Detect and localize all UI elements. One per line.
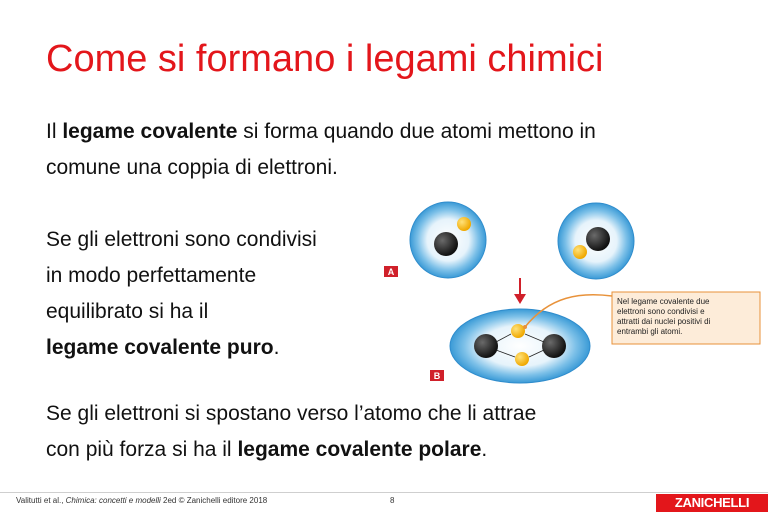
- paragraph-pure-covalent: [46, 222, 317, 366]
- caption-line: entrambi gli atomi.: [617, 327, 683, 336]
- text: Valitutti et al.,: [16, 496, 66, 505]
- bold-term: legame covalente puro: [46, 336, 274, 359]
- electron: [457, 217, 471, 231]
- paragraph-line: [46, 432, 536, 468]
- paragraph-line: [46, 114, 596, 150]
- svg-text:B: B: [433, 371, 441, 381]
- electron: [511, 324, 525, 338]
- text: .: [481, 438, 488, 461]
- bold-term: legame covalente: [62, 120, 238, 143]
- label-b: [430, 370, 444, 381]
- paragraph-polar-covalent: [46, 396, 536, 468]
- nucleus: [542, 334, 566, 358]
- footer: [0, 492, 768, 512]
- nucleus: [586, 227, 610, 251]
- paragraph-line: in modo perfettamente: [46, 264, 257, 287]
- book-title: Chimica: concetti e modelli: [65, 496, 161, 505]
- text: 2ed © Zanichelli editore 2018: [160, 496, 268, 505]
- caption-box: [612, 292, 760, 344]
- atom-left: [410, 202, 486, 278]
- bold-term: legame covalente polare: [237, 438, 482, 461]
- publisher-logo: ZANICHELLI: [656, 494, 768, 512]
- label-a: [384, 266, 398, 277]
- text: Il: [46, 120, 63, 143]
- covalent-bond-figure: [380, 196, 768, 386]
- paragraph-line: Se gli elettroni si spostano verso l’atomo che li attrae: [46, 402, 537, 425]
- nucleus: [434, 232, 458, 256]
- electron: [515, 352, 529, 366]
- footer-divider: [0, 492, 768, 493]
- paragraph-line: Se gli elettroni sono condivisi: [46, 228, 317, 251]
- text: si forma quando due atomi mettono in: [237, 120, 596, 143]
- footer-credits: [16, 496, 267, 505]
- slide-title: Come si formano i legami chimici: [46, 38, 604, 80]
- text: con più forza si ha il: [46, 438, 238, 461]
- caption-line: Nel legame covalente due: [617, 297, 710, 306]
- text: .: [273, 336, 280, 359]
- svg-text:A: A: [387, 267, 395, 277]
- paragraph-line: equilibrato si ha il: [46, 300, 209, 323]
- electron: [573, 245, 587, 259]
- atom-right: [558, 203, 634, 279]
- caption-line: elettroni sono condivisi e: [617, 307, 705, 316]
- paragraph-covalent-bond: [46, 114, 596, 186]
- nucleus: [474, 334, 498, 358]
- caption-line: attratti dai nuclei positivi di: [617, 317, 711, 326]
- molecule-bonded: [450, 309, 590, 383]
- page-number: 8: [390, 496, 395, 505]
- arrow-down-icon: [514, 278, 526, 304]
- paragraph-line: [46, 330, 317, 366]
- paragraph-line: comune una coppia di elettroni.: [46, 156, 338, 179]
